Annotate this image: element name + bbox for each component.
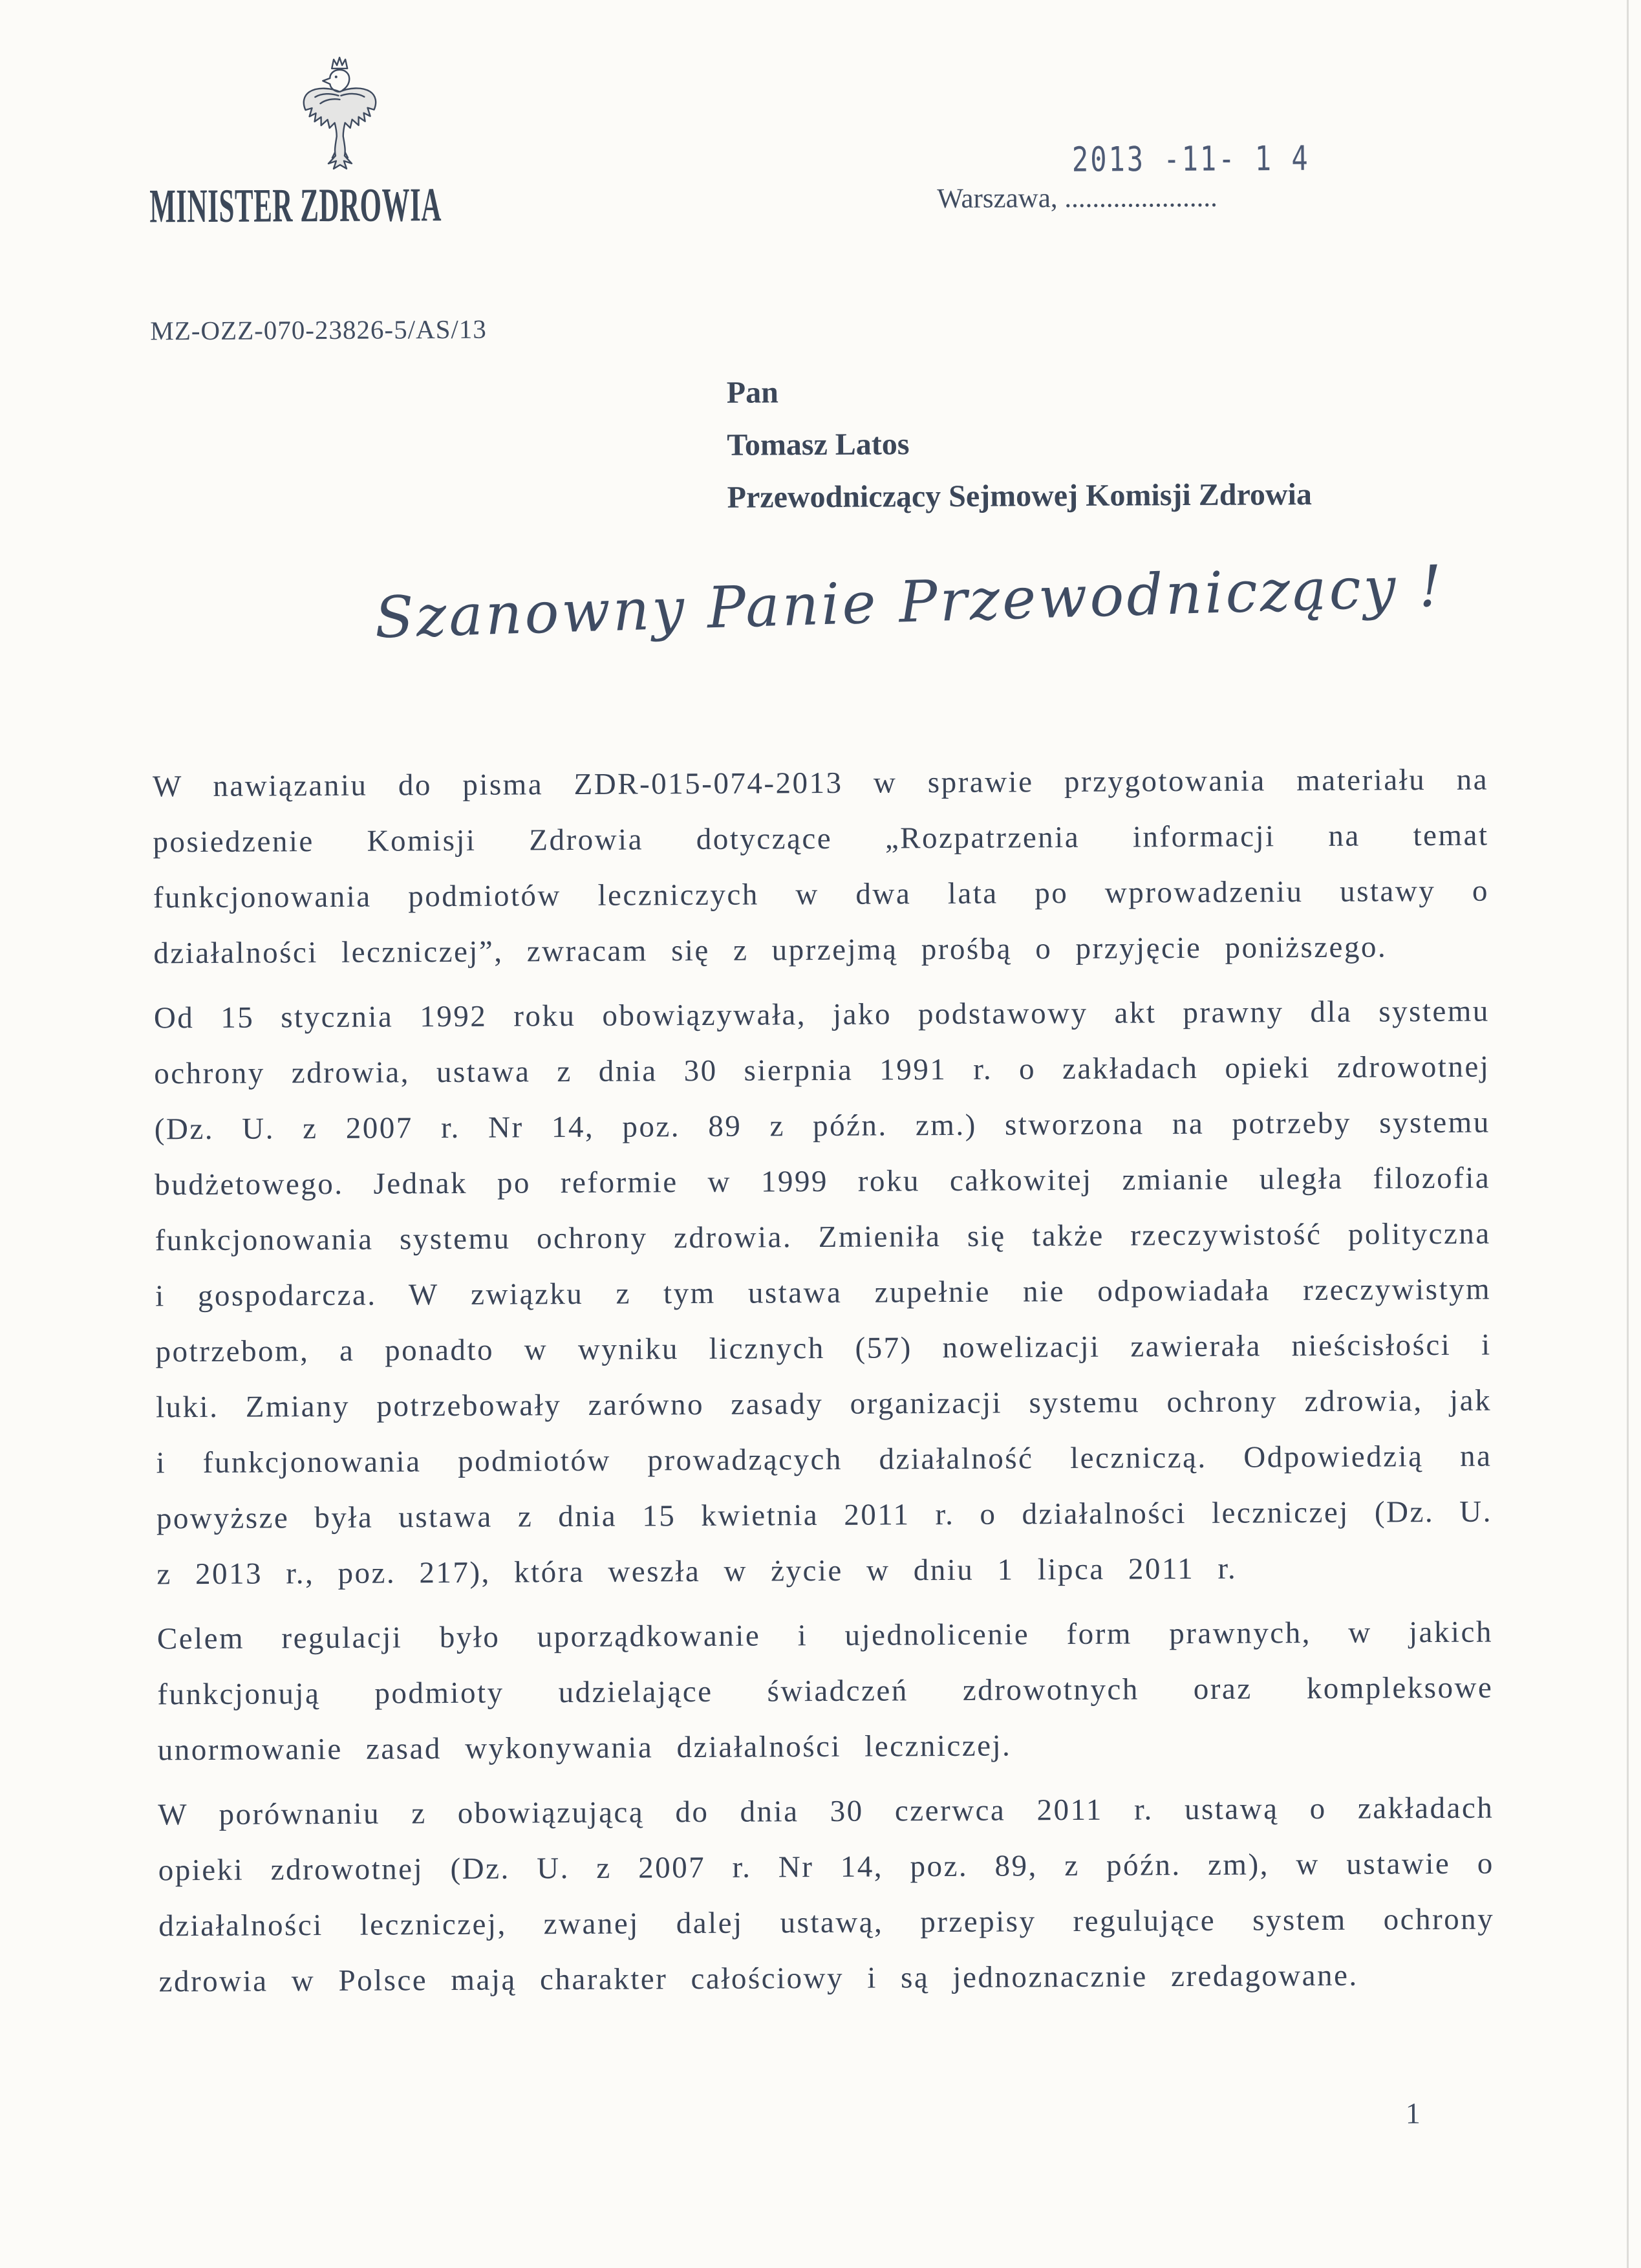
addressee-title: Przewodniczący Sejmowej Komisji Zdrowia xyxy=(727,477,1313,515)
date-stamp: 2013 -11- 1 4 xyxy=(1071,138,1310,180)
paragraph-3: Celem regulacji było uporządkowanie i ujednolicenie form prawnych, w jakich funkcjonują podmioty udzielające świadczeń zdrowotnych oraz kompleksowe unormowanie zasad wykonywania działalności leczniczej. xyxy=(156,1615,1494,1767)
paragraph-4: W porównaniu z obowiązującą do dnia 30 czerwca 2011 r. ustawą o zakładach opieki zdrowotnej (Dz. U. z 2007 r. Nr 14, poz. 89, z późn. zm), w ustawie o działalności leczniczej, zwanej dalej ustawą, przepisy regulujące system ochrony zdrowia w Polsce mają charakter całościowy i są jednoznacznie zredagowane. xyxy=(158,1791,1495,1999)
letter-body xyxy=(153,752,1495,2019)
page-number: 1 xyxy=(1405,2097,1421,2130)
paragraph-1: W nawiązaniu do pisma ZDR-015-074-2013 w sprawie przygotowania materiału na posiedzenie Komisji Zdrowia dotyczące „Rozpatrzenia informacji na temat funkcjonowania podmiotów leczniczych w dwa lata po wprowadzeniu ustawy o działalności leczniczej”, zwracam się z uprzejmą prośbą o przyjęcie poniższego. xyxy=(152,762,1490,971)
addressee-salutation: Pan xyxy=(726,375,778,410)
addressee-block xyxy=(727,363,1313,524)
sender-ministry-title: MINISTER ZDROWIA xyxy=(149,178,442,233)
addressee-name: Tomasz Latos xyxy=(727,427,910,462)
paragraph-2: Od 15 stycznia 1992 roku obowiązywała, jako podstawowy akt prawny dla systemu ochrony zdrowia, ustawa z dnia 30 sierpnia 1991 r. o zakładach opieki zdrowotnej (Dz. U. z 2007 r. Nr 14, poz. 89 z późn. zm.) stworzona na potrzeby systemu budżetowego. Jednak po reformie w 1999 roku całkowitej zmianie uległa filozofia funkcjonowania systemu ochrony zdrowia. Zmieniła się także rzeczywistość polityczna i gospodarcza. W związku z tym ustawa zupełnie nie odpowiadała rzeczywistym potrzebom, a ponadto w wyniku licznych (57) nowelizacji zawierała nieścisłości i luki. Zmiany potrzebowały zarówno zasady organizacji systemu ochrony zdrowia, jak i funkcjonowania podmiotów prowadzących działalność leczniczą. Odpowiedzią na powyższe była ustawa z dnia 15 kwietnia 2011 r. o działalności leczniczej (Dz. U. z 2013 r., poz. 217), która weszła w życie w dniu 1 lipca 2011 r. xyxy=(153,994,1493,1592)
scan-edge-artifact xyxy=(1627,0,1629,2268)
reference-number: MZ-OZZ-070-23826-5/AS/13 xyxy=(150,314,487,346)
polish-eagle-emblem-icon xyxy=(298,56,381,179)
handwritten-greeting: Szanowny Panie Przewodniczący ! xyxy=(374,552,1446,651)
place-date-line: Warszawa, ...................... xyxy=(937,182,1217,215)
